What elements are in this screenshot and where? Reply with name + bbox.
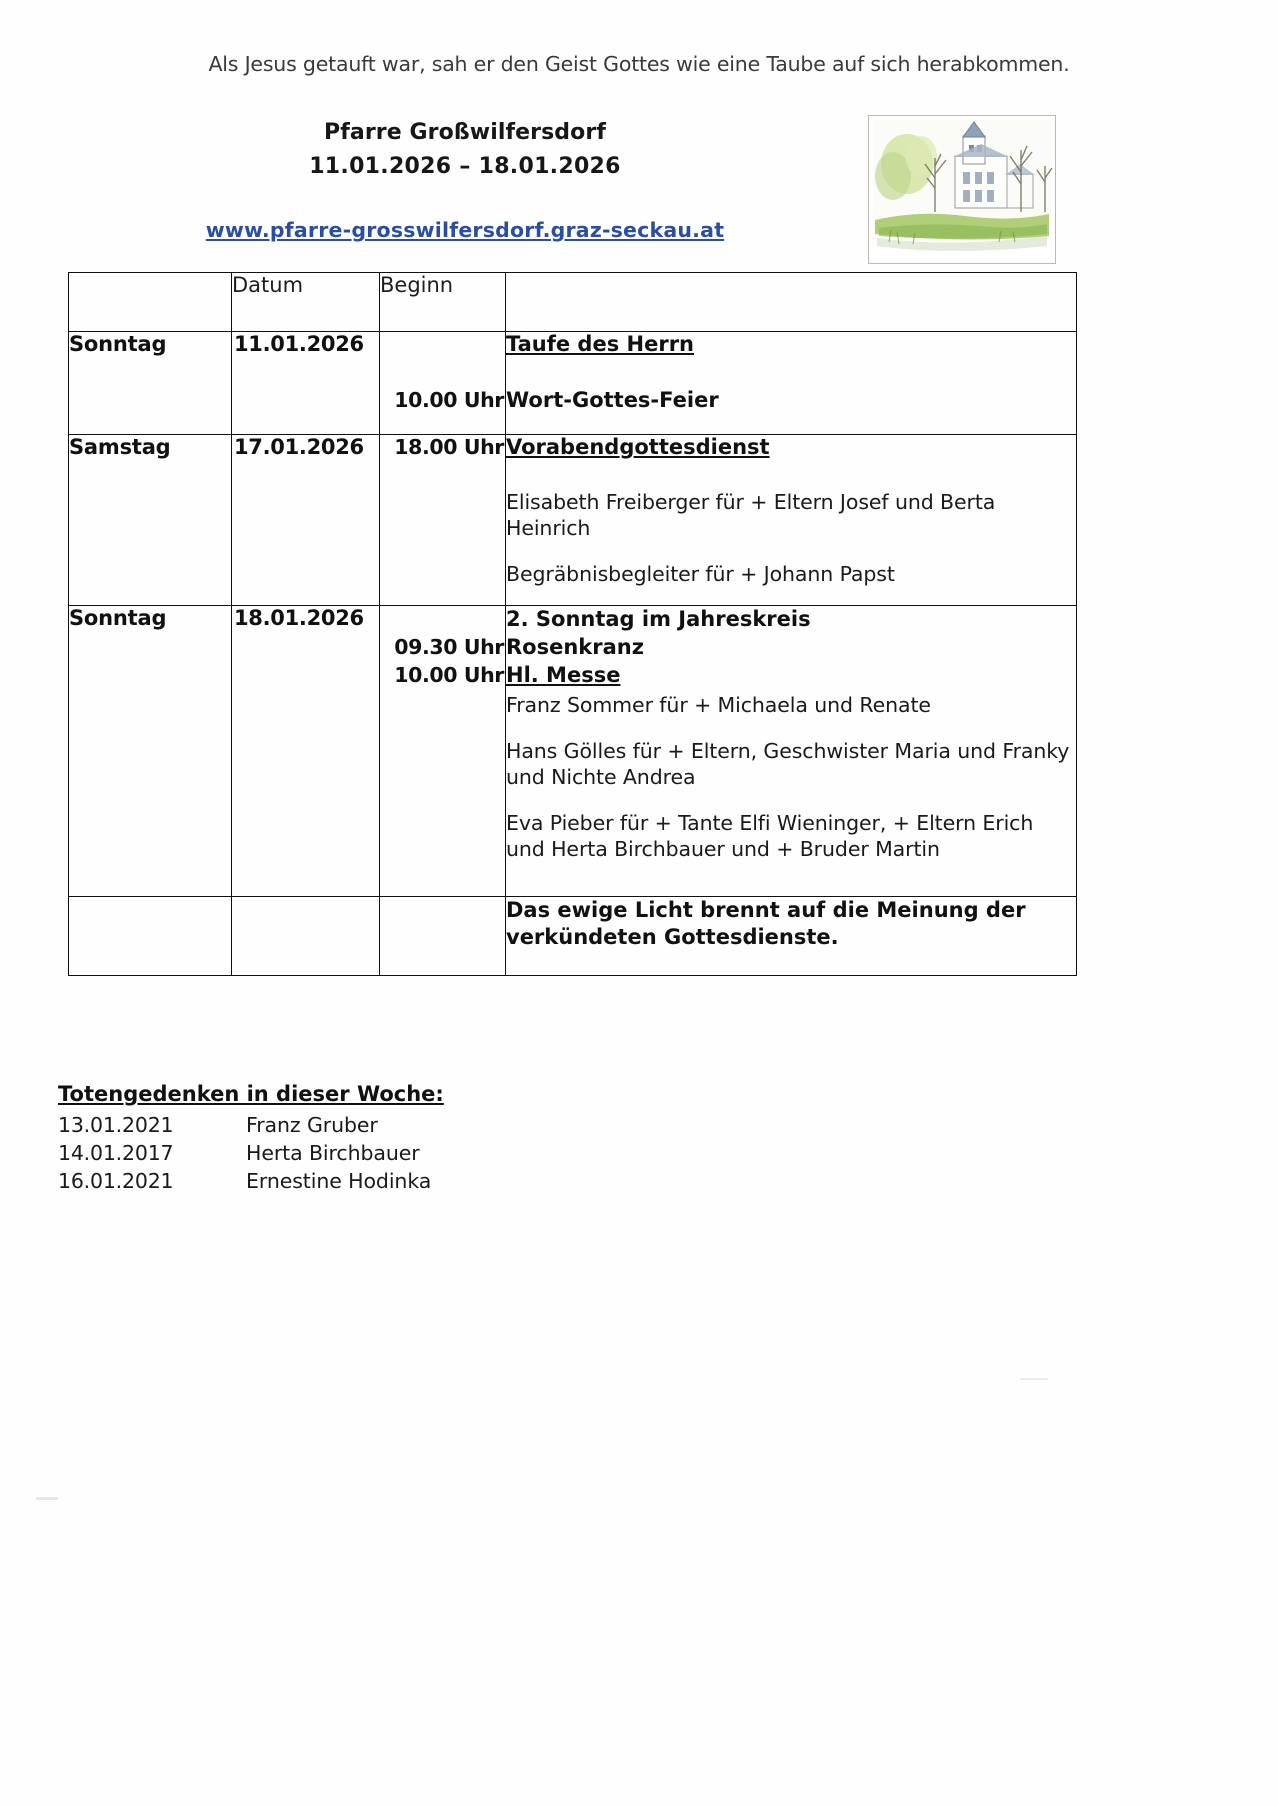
row-date-cell [232,435,380,606]
memorial-date: 13.01.2021 [58,1113,174,1137]
row-date-label: 17.01.2026 [234,435,364,459]
eternal-light-notice: Das ewige Licht brennt auf die Meinung der verkündeten Gottesdienste. [506,898,1026,950]
row-day-label: Samstag [69,435,171,459]
table-header-row [69,273,1077,332]
memorial-heading: Totengedenken in dieser Woche: [58,1082,444,1106]
row-time-cell [380,332,506,435]
table-row [69,435,1077,606]
service-schedule-table [68,272,1077,976]
church-watercolor-image [868,115,1056,264]
title-block [70,118,860,181]
row-date-label: 18.01.2026 [234,606,364,631]
mass-intention: Eva Pieber für + Tante Elfi Wieninger, + Eltern Erich und Herta Birchbauer und + Bruder Martin [506,811,1034,862]
notice-empty-day [69,897,232,976]
mass-intention: Franz Sommer für + Michaela und Renate [506,693,931,718]
church-illustration-svg [869,116,1055,263]
row-day-cell [69,332,232,435]
row-day-cell [69,435,232,606]
row-date-label: 11.01.2026 [234,332,364,356]
service-title: Rosenkranz [506,635,644,660]
row-info-cell [506,606,1077,897]
row-info-cell [506,435,1077,606]
mass-intention: Begräbnisbegleiter für + Johann Papst [506,562,895,587]
table-row [69,332,1077,435]
row-date-cell [232,332,380,435]
parish-website-link[interactable]: www.pfarre-grosswilfersdorf.graz-seckau.at [205,218,725,242]
feast-title: Taufe des Herrn [506,332,694,356]
scripture-verse: Als Jesus getauft war, sah er den Geist Gottes wie eine Taube auf sich herabkommen. [208,52,1070,76]
row-day-label: Sonntag [69,606,167,631]
row-time-cell [380,606,506,897]
list-item [58,1168,758,1196]
list-item [58,1140,758,1168]
row-day-cell [69,606,232,897]
service-title-mass: Hl. Messe [506,663,621,688]
row-info-cell [506,332,1077,435]
header-cell-info [506,273,1077,332]
memorial-name: Ernestine Hodinka [246,1168,432,1193]
row-time-1: 10.00 Uhr [394,388,504,412]
row-date-cell [232,606,380,897]
feast-title: Vorabendgottesdienst [506,435,770,459]
scan-artifact-right [1020,1378,1048,1380]
memorial-date: 14.01.2017 [58,1140,174,1165]
mass-intention: Hans Gölles für + Eltern, Geschwister Maria und Franky und Nichte Andrea [506,739,1070,790]
row-time-cell [380,435,506,606]
notice-cell [506,897,1077,976]
list-item [58,1112,758,1140]
notice-empty-date [232,897,380,976]
mass-intention: Elisabeth Freiberger für + Eltern Josef und Berta Heinrich [506,490,996,541]
column-header-datum: Datum [232,273,380,332]
memorial-date: 16.01.2021 [58,1168,174,1193]
service-title: Wort-Gottes-Feier [506,388,719,412]
row-day-label: Sonntag [69,332,167,356]
table-row [69,606,1077,897]
memorial-section [58,1082,758,1196]
notice-empty-time [380,897,506,976]
memorial-name: Franz Gruber [246,1113,378,1137]
date-range: 11.01.2026 – 18.01.2026 [309,153,621,179]
row-time-0: 18.00 Uhr [394,435,504,459]
memorial-name: Herta Birchbauer [246,1140,420,1165]
column-header-beginn: Beginn [380,273,506,332]
feast-title: 2. Sonntag im Jahreskreis [506,607,811,632]
row-time-1: 09.30 Uhr [394,635,504,660]
page-title: Pfarre Großwilfersdorf [324,120,606,145]
scan-artifact-left [36,1497,58,1500]
row-time-2: 10.00 Uhr [394,663,504,688]
table-row-notice [69,897,1077,976]
header-cell-day [69,273,232,332]
